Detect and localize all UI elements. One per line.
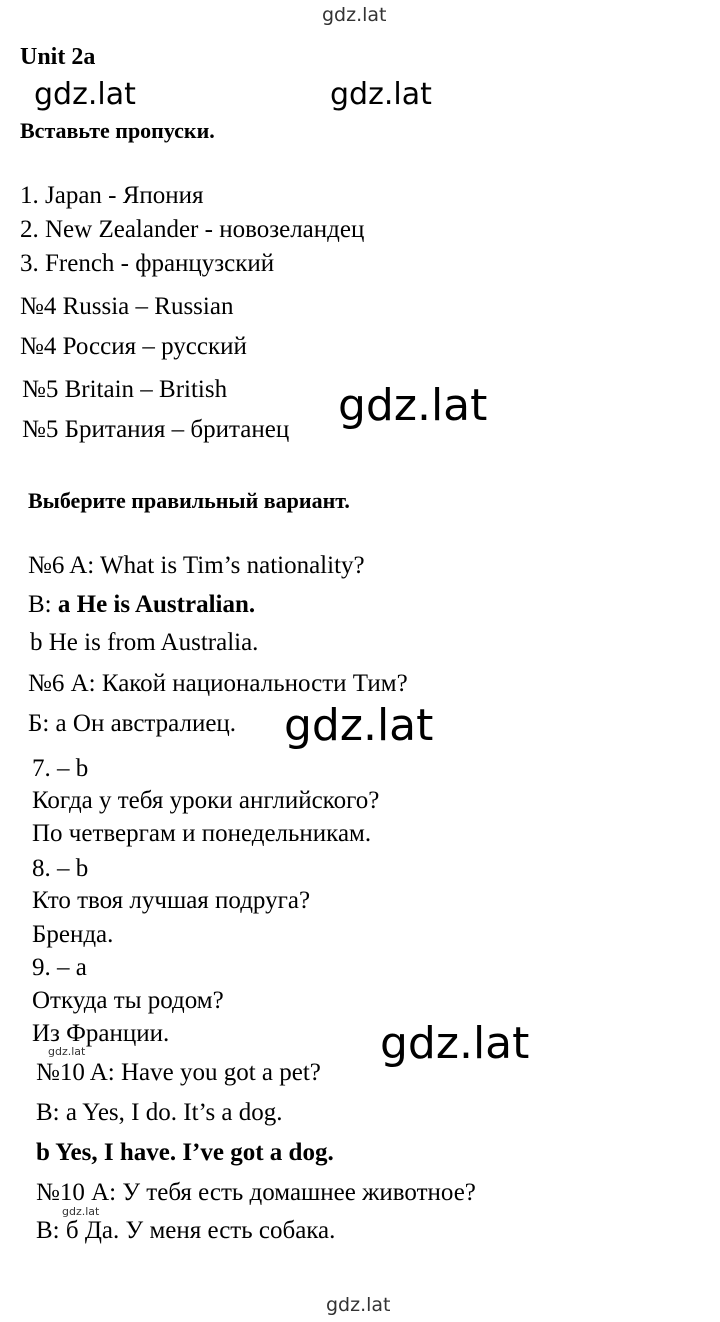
q10-ru-answer: В: б Да. У меня есть собака.	[36, 1217, 336, 1244]
q10-ru-question: №10 А: У тебя есть домашнее животное?	[36, 1179, 476, 1206]
watermark-tiny-1: gdz.lat	[48, 1045, 86, 1058]
watermark-bottom: gdz.lat	[326, 1294, 391, 1316]
watermark-header-right: gdz.lat	[330, 77, 432, 112]
q6-option-b: b He is from Australia.	[30, 629, 259, 656]
section1-line-6: №5 Britain – British	[22, 376, 228, 403]
page-title: Unit 2a	[20, 44, 96, 70]
q8-line-2: Бренда.	[32, 921, 114, 948]
q10-question: №10 A: Have you got a pet?	[36, 1059, 321, 1086]
q7-line-1: Когда у тебя уроки английского?	[32, 787, 380, 814]
section1-line-2: 2. New Zealander - новозеландец	[20, 216, 365, 243]
q10-option-a: B: a Yes, I do. It’s a dog.	[36, 1099, 283, 1126]
q6-ru-question: №6 А: Какой национальности Тим?	[28, 670, 408, 697]
section1-line-5: №4 Россия – русский	[20, 333, 247, 360]
section1-line-7: №5 Британия – британец	[22, 416, 290, 443]
q6-answer-a	[28, 592, 255, 617]
q6-answer-prefix: B:	[28, 591, 58, 618]
q8-line-1: Кто твоя лучшая подруга?	[32, 887, 311, 914]
watermark-top: gdz.lat	[322, 4, 387, 26]
section1-heading: Вставьте пропуски.	[20, 118, 215, 143]
q7-line-2: По четвергам и понедельникам.	[32, 820, 372, 847]
q9-line-2: Из Франции.	[32, 1020, 170, 1047]
watermark-header-left: gdz.lat	[34, 77, 136, 112]
section2-heading: Выберите правильный вариант.	[28, 488, 350, 513]
q7-answer: 7. – b	[32, 755, 89, 782]
watermark-tiny-2: gdz.lat	[62, 1205, 100, 1218]
q6-answer-correct: a He is Australian.	[57, 591, 256, 618]
section1-line-4: №4 Russia – Russian	[20, 293, 234, 320]
q8-answer: 8. – b	[32, 855, 89, 882]
watermark-mid-2: gdz.lat	[284, 700, 434, 751]
section1-line-1: 1. Japan - Япония	[20, 182, 204, 209]
q10-correct-text: b Yes, I have. I’ve got a dog.	[36, 1139, 334, 1166]
section1-line-3: 3. French - французский	[20, 250, 275, 277]
q9-line-1: Откуда ты родом?	[32, 987, 224, 1014]
q10-option-b-correct	[36, 1140, 334, 1165]
q9-answer: 9. – a	[32, 954, 87, 981]
q6-question: №6 A: What is Tim’s nationality?	[28, 552, 365, 579]
watermark-mid-3: gdz.lat	[380, 1018, 530, 1069]
watermark-mid-1: gdz.lat	[338, 380, 488, 431]
q6-ru-answer: Б: а Он австралиец.	[28, 710, 237, 737]
